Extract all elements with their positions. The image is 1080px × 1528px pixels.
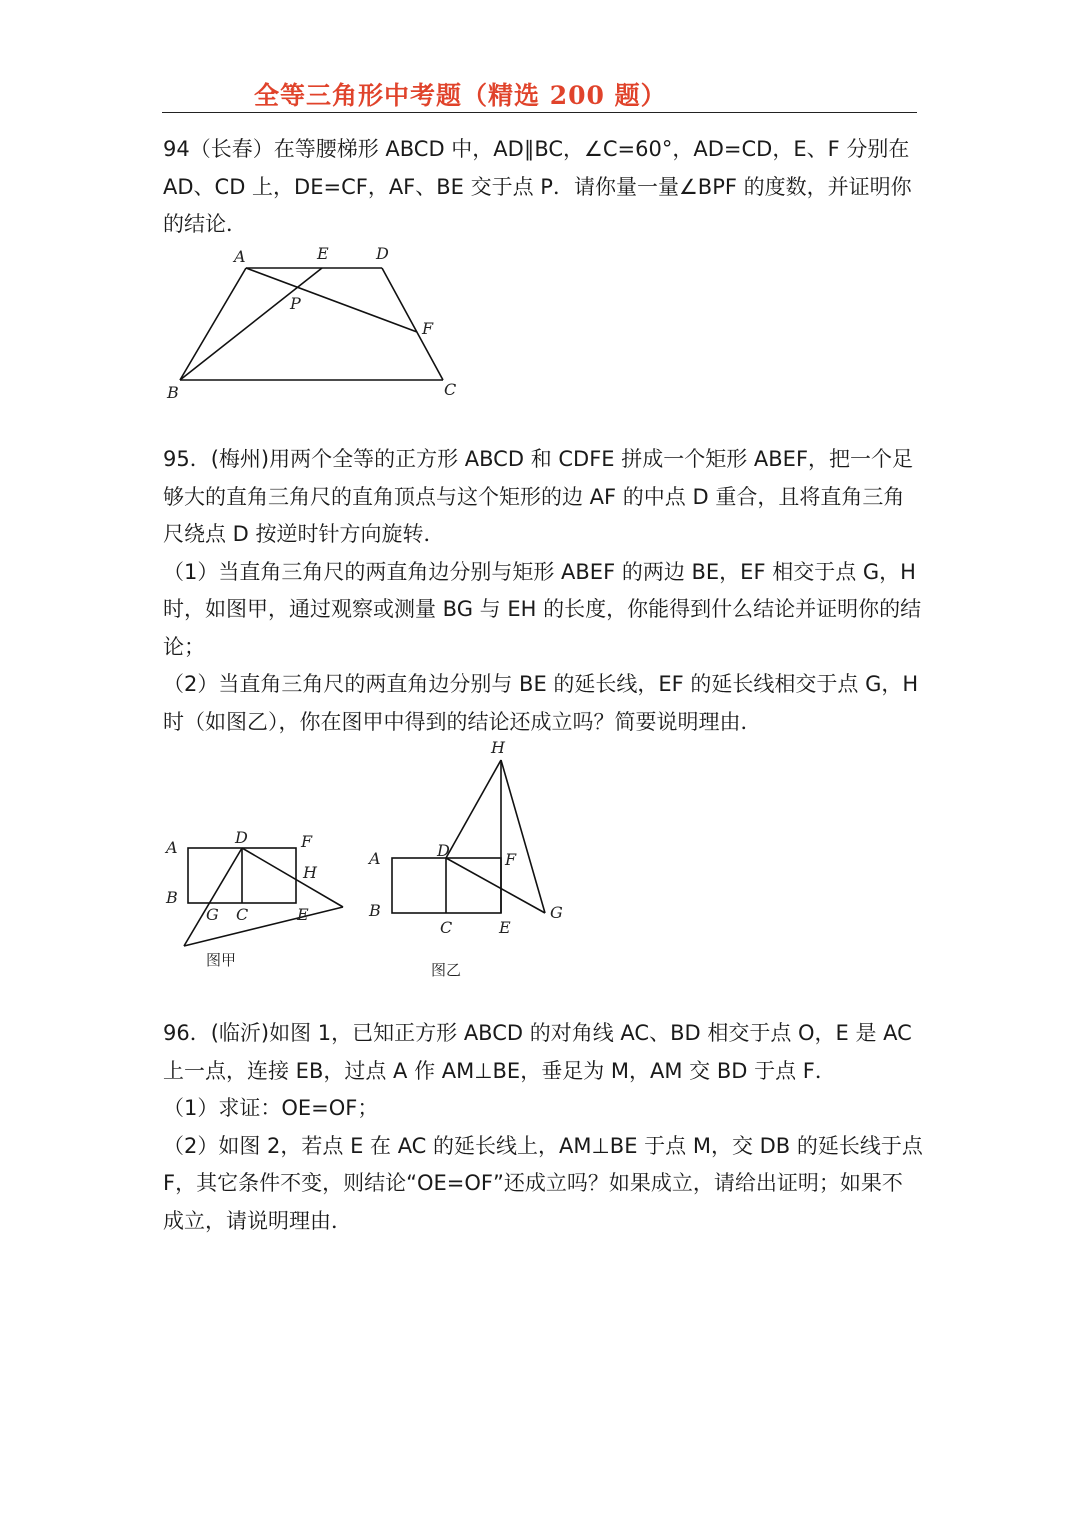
label-F: F <box>505 850 517 869</box>
problem-95-intro: 95．(梅州)用两个全等的正方形 ABCD 和 CDFE 拼成一个矩形 ABEF，把一个足够大的直角三角尺的直角顶点与这个矩形的边 AF 的中点 D 重合，且将直角三角尺绕点 D 按逆时针方向旋转． <box>163 447 914 546</box>
label-P: P <box>290 294 301 313</box>
label-C: C <box>236 905 249 924</box>
problem-96 <box>163 1015 923 1240</box>
label-D: D <box>235 828 248 847</box>
label-H: H <box>491 738 505 757</box>
problem-94 <box>163 131 923 244</box>
label-E: E <box>317 244 329 263</box>
label-A: A <box>369 849 381 868</box>
figure-caption-yi: 图乙 <box>431 961 462 979</box>
triangle-side-DH <box>446 760 501 858</box>
label-A: A <box>166 838 178 857</box>
segment-AB <box>180 268 246 380</box>
figure-caption-jia: 图甲 <box>206 951 237 969</box>
problem-95-figure-yi <box>365 738 580 983</box>
label-F: F <box>422 319 434 338</box>
label-D: D <box>437 841 450 860</box>
problem-96-intro: 96．(临沂)如图 1，已知正方形 ABCD 的对角线 AC、BD 相交于点 O，E 是 AC 上一点，连接 EB，过点 A 作 AM⊥BE，垂足为 M，AM 交 BD 于点 F． <box>163 1021 912 1083</box>
problem-96-part1: （1）求证：OE=OF； <box>163 1096 379 1120</box>
triangle-side-DG <box>446 858 545 913</box>
page-title: 全等三角形中考题（精选 200 题） <box>254 81 667 110</box>
triangle-hypotenuse <box>501 760 545 913</box>
label-B: B <box>166 888 178 907</box>
problem-95-part1: （1）当直角三角尺的两直角边分别与矩形 ABEF 的两边 BE，EF 相交于点 G，H 时，如图甲，通过观察或测量 BG 与 EH 的长度，你能得到什么结论并证明你的结论； <box>163 559 922 659</box>
label-D: D <box>376 244 389 263</box>
page-header <box>162 76 917 113</box>
label-G: G <box>550 903 563 922</box>
segment-AF <box>246 268 417 332</box>
triangle-side-DG <box>184 848 242 946</box>
label-B: B <box>167 383 179 402</box>
segment-BE <box>180 268 322 380</box>
problem-95-part2: （2）当直角三角尺的两直角边分别与 BE 的延长线，EF 的延长线相交于点 G，H 时（如图乙），你在图甲中得到的结论还成立吗？简要说明理由． <box>163 672 919 734</box>
label-H: H <box>303 863 317 882</box>
label-C: C <box>444 380 457 399</box>
problem-95-figure-jia <box>160 825 360 980</box>
label-G: G <box>206 905 219 924</box>
segment-DC <box>382 268 443 380</box>
triangle-side-DH <box>242 848 343 907</box>
label-E: E <box>297 905 309 924</box>
problem-94-figure <box>160 240 470 405</box>
label-E: E <box>499 918 511 937</box>
label-F: F <box>301 832 313 851</box>
problem-95 <box>163 441 923 741</box>
label-C: C <box>440 918 453 937</box>
problem-94-text: 94（长春）在等腰梯形 ABCD 中，AD∥BC，∠C=60°，AD=CD，E、F 分别在 AD、CD 上，DE=CF，AF、BE 交于点 P．请你量一量∠BPF 的度数，并证明你的结论． <box>163 137 912 236</box>
label-B: B <box>369 901 381 920</box>
problem-96-part2: （2）如图 2，若点 E 在 AC 的延长线上，AM⊥BE 于点 M，交 DB 的延长线于点 F，其它条件不变，则结论“OE=OF”还成立吗？如果成立，请给出证明；如果不成立，请说明理由． <box>163 1133 923 1233</box>
label-A: A <box>234 247 246 266</box>
